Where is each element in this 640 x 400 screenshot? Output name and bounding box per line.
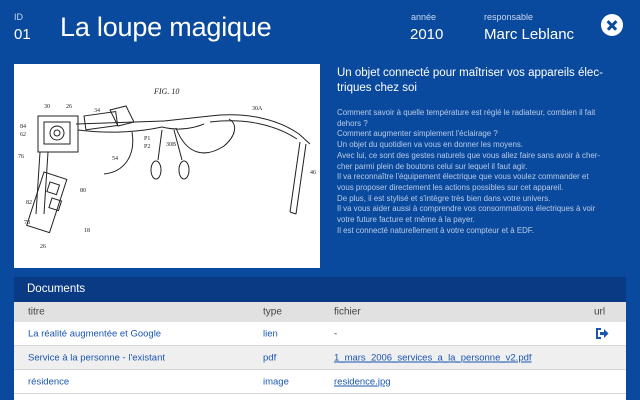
document-type: image: [263, 376, 289, 387]
table-row[interactable]: [14, 322, 626, 346]
id-value: 01: [14, 26, 31, 43]
description-line: Comment augmenter simplement l'éclairage ?: [337, 129, 498, 139]
description-line: Comment savoir à quelle température est réglé le radiateur, combien il fait: [337, 108, 596, 117]
page-title: La loupe magique: [60, 12, 272, 42]
description-line: votre future facture et même à la payer.: [337, 215, 475, 225]
document-file-link[interactable]: residence.jpg: [334, 376, 391, 387]
svg-text:46: 46: [310, 170, 316, 176]
document-title[interactable]: La réalité augmentée et Google: [28, 328, 162, 339]
svg-text:P2: P2: [144, 144, 151, 150]
description-line: Avec lui, ce sont des gestes naturels que vous allez faire sans avoir à cher-: [337, 150, 601, 160]
description-line: De plus, il est stylisé et s'intègre très bien dans votre univers.: [337, 193, 551, 203]
year-value: 2010: [410, 26, 444, 43]
document-file-link[interactable]: 1_mars_2006_services_a_la_personne_v2.pdf: [334, 352, 532, 363]
documents-header: Documents: [14, 277, 626, 302]
svg-text:62: 62: [20, 132, 26, 138]
svg-text:80: 80: [80, 188, 86, 194]
documents-panel: [14, 277, 626, 400]
document-file: -: [334, 328, 338, 339]
document-title[interactable]: résidence: [28, 376, 70, 387]
column-titre: titre: [28, 306, 45, 318]
svg-text:26: 26: [40, 244, 46, 250]
column-fichier: fichier: [334, 306, 361, 318]
document-type: lien: [263, 328, 278, 339]
document-type: pdf: [263, 352, 277, 363]
svg-text:34: 34: [94, 108, 100, 114]
smart-glasses-drawing: [14, 64, 320, 268]
svg-text:84: 84: [20, 124, 26, 130]
description-line: vous proposer directement les actions possibles sur cet appareil.: [337, 182, 564, 192]
svg-text:30A: 30A: [252, 106, 263, 112]
description-line: Un objet du quotidien va vous en donner les moyens.: [337, 140, 523, 150]
svg-text:54: 54: [112, 156, 118, 162]
description-title: Un objet connecté pour maîtriser vos appareils élec-triques chez soi: [337, 67, 603, 94]
description-line: cher parmi plein de boutons celui sur lequel il faut agir.: [337, 161, 528, 171]
svg-text:30B: 30B: [166, 142, 177, 148]
description-line: dehors ?: [337, 118, 368, 128]
svg-text:26: 26: [66, 104, 72, 110]
owner-value: Marc Leblanc: [484, 26, 575, 43]
table-row[interactable]: [14, 346, 626, 370]
year-label: année: [411, 12, 437, 22]
svg-text:P1: P1: [144, 136, 151, 142]
description-line: Il va vous aider aussi à comprendre vos consommations électriques à voir: [337, 204, 596, 214]
svg-text:78: 78: [24, 220, 30, 226]
figure-caption: FIG. 10: [154, 87, 180, 96]
close-button[interactable]: [601, 14, 623, 36]
header: [0, 0, 640, 58]
owner-label: responsable: [484, 12, 534, 22]
column-type: type: [263, 306, 282, 318]
documents-table-header: [14, 302, 626, 322]
description-body: [337, 108, 629, 236]
svg-text:30: 30: [44, 104, 50, 110]
document-title[interactable]: Service à la personne - l'existant: [28, 352, 165, 363]
id-label: ID: [14, 12, 23, 22]
svg-text:82: 82: [26, 200, 32, 206]
description-line: Il va reconnaître l'équipement électrique que vous voulez commander et: [337, 172, 589, 182]
patent-figure: [14, 64, 320, 268]
description-line: Il est connecté naturellement à votre compteur et à EDF.: [337, 225, 534, 235]
table-row[interactable]: [14, 370, 626, 394]
svg-text:76: 76: [18, 154, 24, 160]
svg-text:18: 18: [84, 228, 90, 234]
open-link-icon[interactable]: [595, 327, 609, 340]
column-url: url: [594, 306, 606, 318]
